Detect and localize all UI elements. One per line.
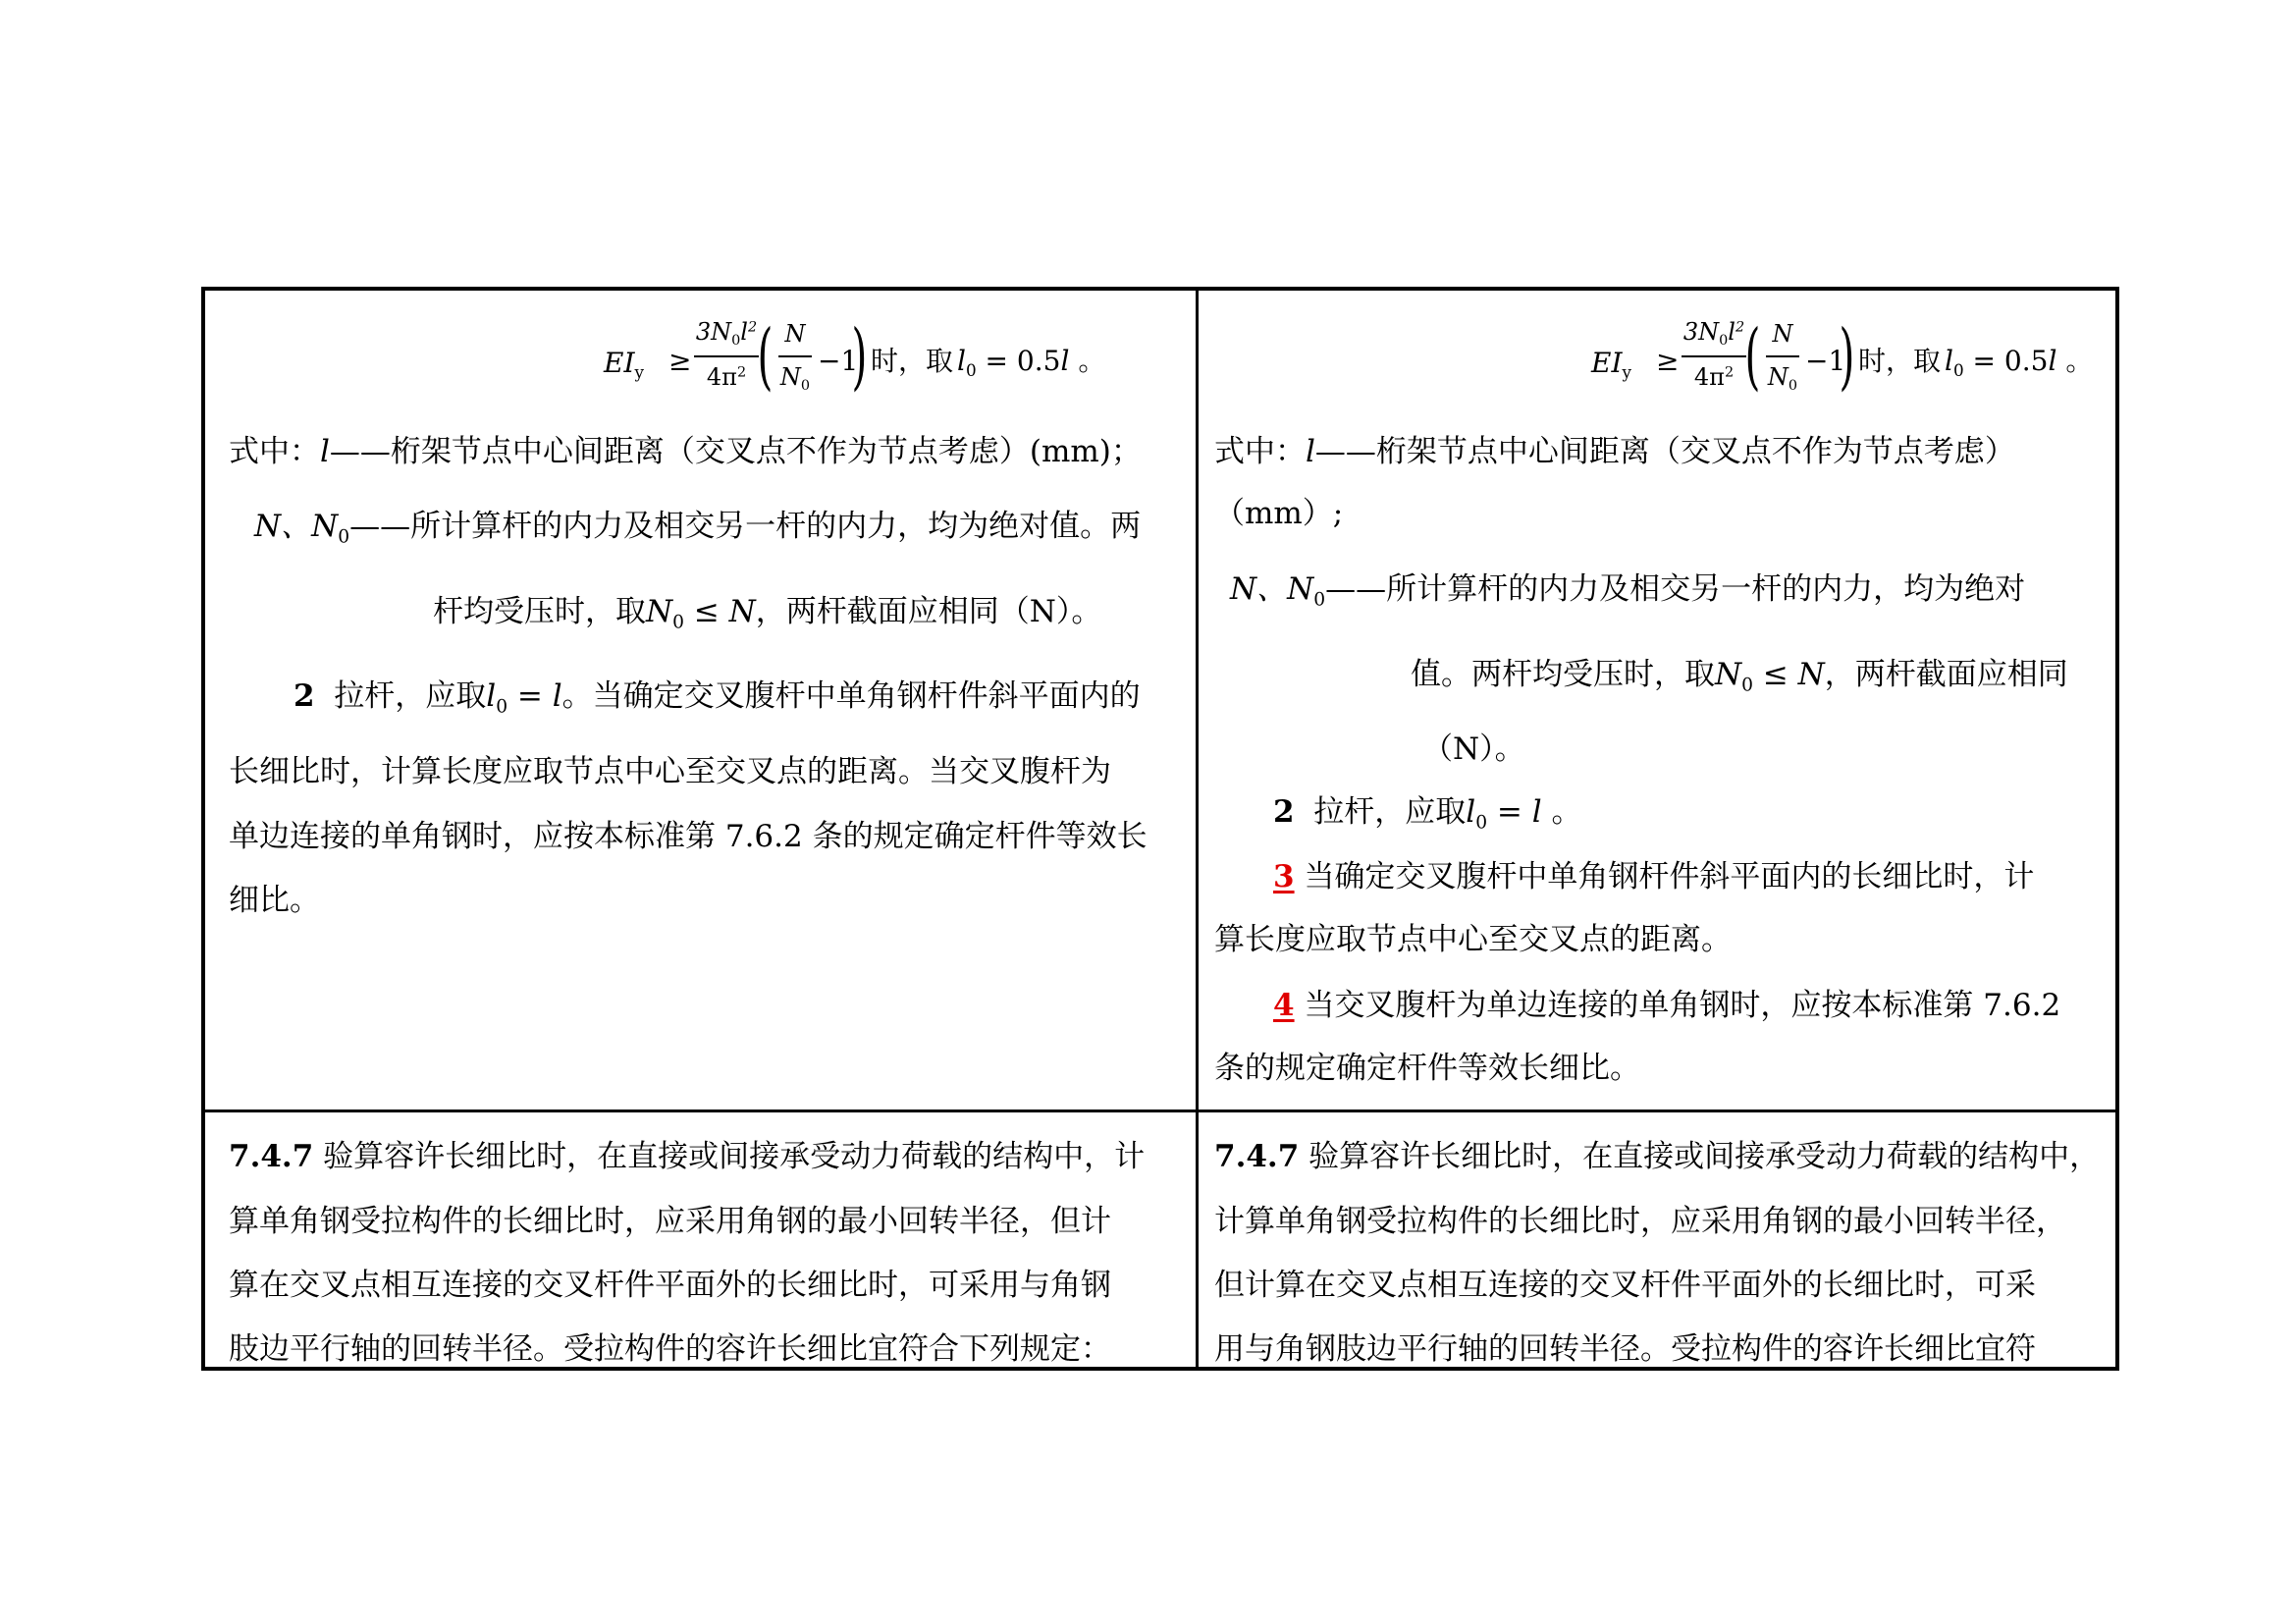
left-clause-line3: 算在交叉点相互连接的交叉杆件平面外的长细比时，可采用与角钢 [229, 1268, 1111, 1303]
formula-text: 时，取 [871, 345, 954, 377]
right-para3-line2: 算长度应取节点中心至交叉点的距离。 [1214, 922, 1732, 957]
inserted-item-number: 4 [1273, 988, 1295, 1023]
right-para3-line1: 3 当确定交叉腹杆中单角钢杆件斜平面内的长细比时，计 [1273, 859, 2035, 894]
cell-left-bottom [219, 1112, 1187, 1368]
right-clause-line4: 用与角钢肢边平行轴的回转半径。受拉构件的容许长细比宜符 [1214, 1331, 2036, 1367]
cell-right-top [1208, 291, 2113, 1110]
right-where-unit: （mm）; [1214, 496, 1344, 531]
left-n-definition: N、$N_0——$所计算杆的内力及相交另一杆的内力，均为绝对值。两 [254, 509, 1142, 548]
cell-left-top [219, 291, 1187, 1110]
right-para4-line2: 条的规定确定杆件等效长细比。 [1214, 1051, 1640, 1086]
formula-rparen: ) [851, 314, 868, 399]
cell-right-bottom [1208, 1112, 2113, 1368]
left-para2-line2: 长细比时，计算长度应取节点中心至交叉点的距离。当交叉腹杆为 [229, 754, 1111, 789]
right-clause-line1: 7.4.7 验算容许长细比时，在直接或间接承受动力荷载的结构中， [1214, 1139, 2101, 1174]
left-clause-line1: 7.4.7 验算容许长细比时，在直接或间接承受动力荷载的结构中，计 [229, 1139, 1146, 1174]
left-where-line: 式中：l——桁架节点中心间距离（交叉点不作为节点考虑）(mm)； [229, 434, 1142, 469]
comparison-table [201, 287, 2119, 1371]
right-clause-line3: 但计算在交叉点相互连接的交叉杆件平面外的长细比时，可采 [1214, 1268, 2036, 1303]
formula-left [604, 310, 1114, 418]
left-para2-line3: 单边连接的单角钢时，应按本标准第 7.6.2 条的规定确定杆件等效长 [229, 819, 1148, 854]
left-para2-line4: 细比。 [229, 883, 320, 918]
formula-right: $EI_y$ ≥ $3N_0l^2$ $4\pi^2$ ( N $N_0$ −1 ) 时，取 $l_0 = 0.5l$ 。 [1591, 314, 2094, 399]
right-n-unit: （N）。 [1422, 731, 1525, 767]
formula-result: $l_0 = 0.5l$ 。 [957, 345, 1106, 380]
left-clause-line4: 肢边平行轴的回转半径。受拉构件的容许长细比宜符合下列规定： [229, 1331, 1111, 1367]
formula-minus-one: −1 [818, 345, 859, 377]
inserted-item-number: 3 [1273, 859, 1295, 894]
formula-inner-fraction: N $N_0$ [779, 320, 811, 395]
right-n-continuation: 值。两杆均受压时，取$N_0 \le N$，两杆截面应相同 [1411, 657, 2068, 696]
left-n-continuation: 杆均受压时，取$N_0 \le N$，两杆截面应相同（N）。 [433, 594, 1102, 633]
right-clause-line2: 计算单角钢受拉构件的长细比时，应采用角钢的最小回转半径， [1214, 1204, 2066, 1239]
left-clause-line2: 算单角钢受拉构件的长细比时，应采用角钢的最小回转半径，但计 [229, 1204, 1111, 1239]
left-para2-line1: 2 拉杆，应取$l_0 = l$。当确定交叉腹杆中单角钢杆件斜平面内的 [294, 678, 1141, 718]
right-para2: 2 拉杆，应取$l_0 = l$ 。 [1273, 794, 1582, 834]
formula-lhs: $EI_y$ [604, 347, 644, 382]
formula-fraction: $3N_0l^2$ $4\pi^2$ [695, 318, 758, 391]
formula-lparen: ( [757, 314, 774, 399]
right-n-definition: N、$N_0——$所计算杆的内力及相交另一杆的内力，均为绝对 [1230, 571, 2026, 611]
right-where-line: 式中：l——桁架节点中心间距离（交叉点不作为节点考虑） [1214, 434, 2015, 469]
column-divider [1196, 291, 1199, 1367]
formula-geq: ≥ [668, 345, 692, 377]
right-para4-line1: 4 当交叉腹杆为单边连接的单角钢时，应按本标准第 7.6.2 [1273, 988, 2061, 1023]
